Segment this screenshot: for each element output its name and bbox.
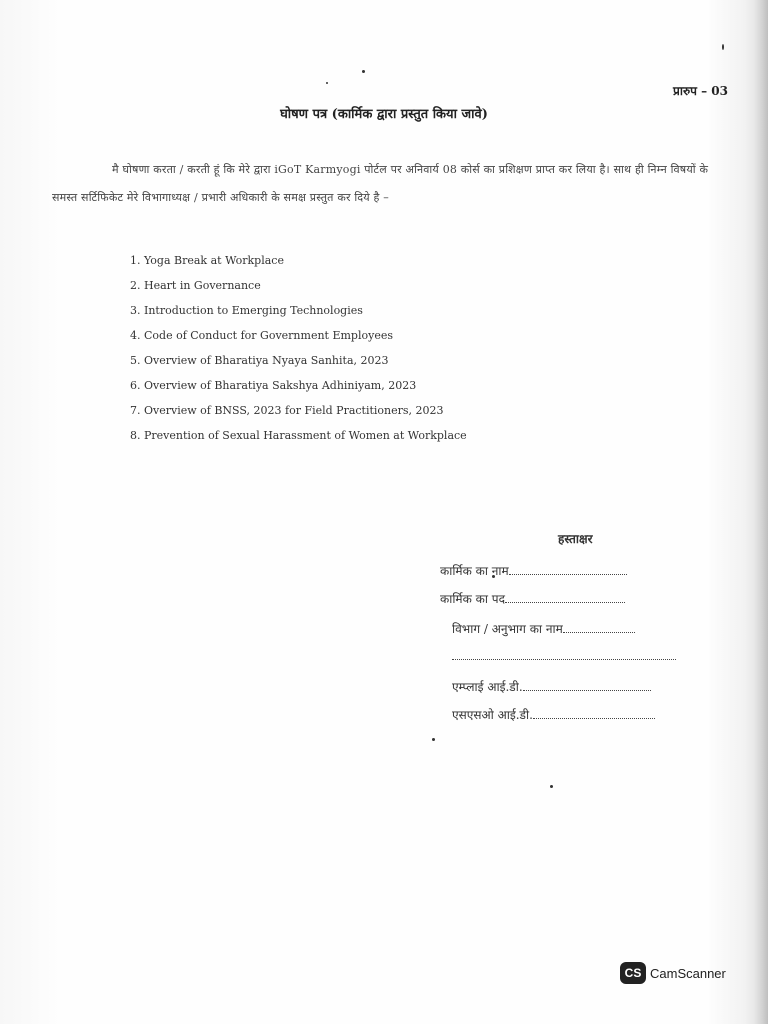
course-item: 3. Introduction to Emerging Technologies: [130, 304, 363, 317]
signature-heading: हस्ताक्षर: [558, 532, 593, 546]
employee-id-row: [452, 678, 651, 695]
course-item: 1. Yoga Break at Workplace: [130, 254, 284, 267]
course-item: 2. Heart in Governance: [130, 279, 261, 292]
course-item: 7. Overview of BNSS, 2023 for Field Practitioners, 2023: [130, 404, 444, 417]
department-line: [563, 621, 635, 633]
department-row: [452, 620, 635, 637]
scan-speck: [326, 82, 328, 84]
department-extra-row: [452, 648, 676, 663]
form-number: प्रारुप – 03: [673, 84, 728, 98]
page-edge-shadow: [754, 0, 768, 1024]
course-item: 6. Overview of Bharatiya Sakshya Adhiniyam, 2023: [130, 379, 417, 392]
employee-post-row: [440, 590, 625, 607]
employee-id-label: एम्प्लाई आई.डी.: [452, 680, 523, 694]
course-list: [130, 248, 467, 448]
employee-id-line: [523, 679, 651, 691]
camscanner-label: CamScanner: [650, 965, 726, 981]
course-item: 8. Prevention of Sexual Harassment of Women at Workplace: [130, 429, 467, 442]
scan-speck: [722, 44, 724, 50]
department-extra-line: [452, 648, 676, 660]
scan-speck: [432, 738, 435, 741]
camscanner-logo-icon: CS: [620, 962, 646, 984]
scan-speck: [550, 785, 553, 788]
ssoid-line: [533, 707, 655, 719]
course-item: 4. Code of Conduct for Government Employees: [130, 329, 393, 342]
department-label: विभाग / अनुभाग का नाम: [452, 622, 563, 636]
course-item: 5. Overview of Bharatiya Nyaya Sanhita, 2023: [130, 354, 389, 367]
employee-name-line: [509, 563, 627, 575]
document-title: घोषण पत्र (कार्मिक द्वारा प्रस्तुत किया जावे): [280, 107, 488, 122]
employee-post-label: कार्मिक का पद: [440, 592, 505, 606]
camscanner-watermark: [620, 962, 726, 984]
employee-post-line: [505, 591, 625, 603]
declaration-paragraph: मै घोषणा करता / करती हूं कि मेरे द्वारा iGoT Karmyogi पोर्टल पर अनिवार्य 08 कोर्स का प्रशिक्षण प्राप्त कर लिया है। साथ ही निम्न विषयों के समस्त सर्टिफिकेट मेरे विभागाध्यक्ष / प्रभारी अधिकारी के समक्ष प्रस्तुत कर दिये है –: [52, 163, 709, 204]
scan-speck: [362, 70, 365, 73]
ssoid-label: एसएसओ आई.डी.: [452, 708, 533, 722]
employee-name-label: कार्मिक का नाम: [440, 564, 509, 578]
ssoid-row: [452, 706, 655, 723]
employee-name-row: [440, 562, 627, 579]
